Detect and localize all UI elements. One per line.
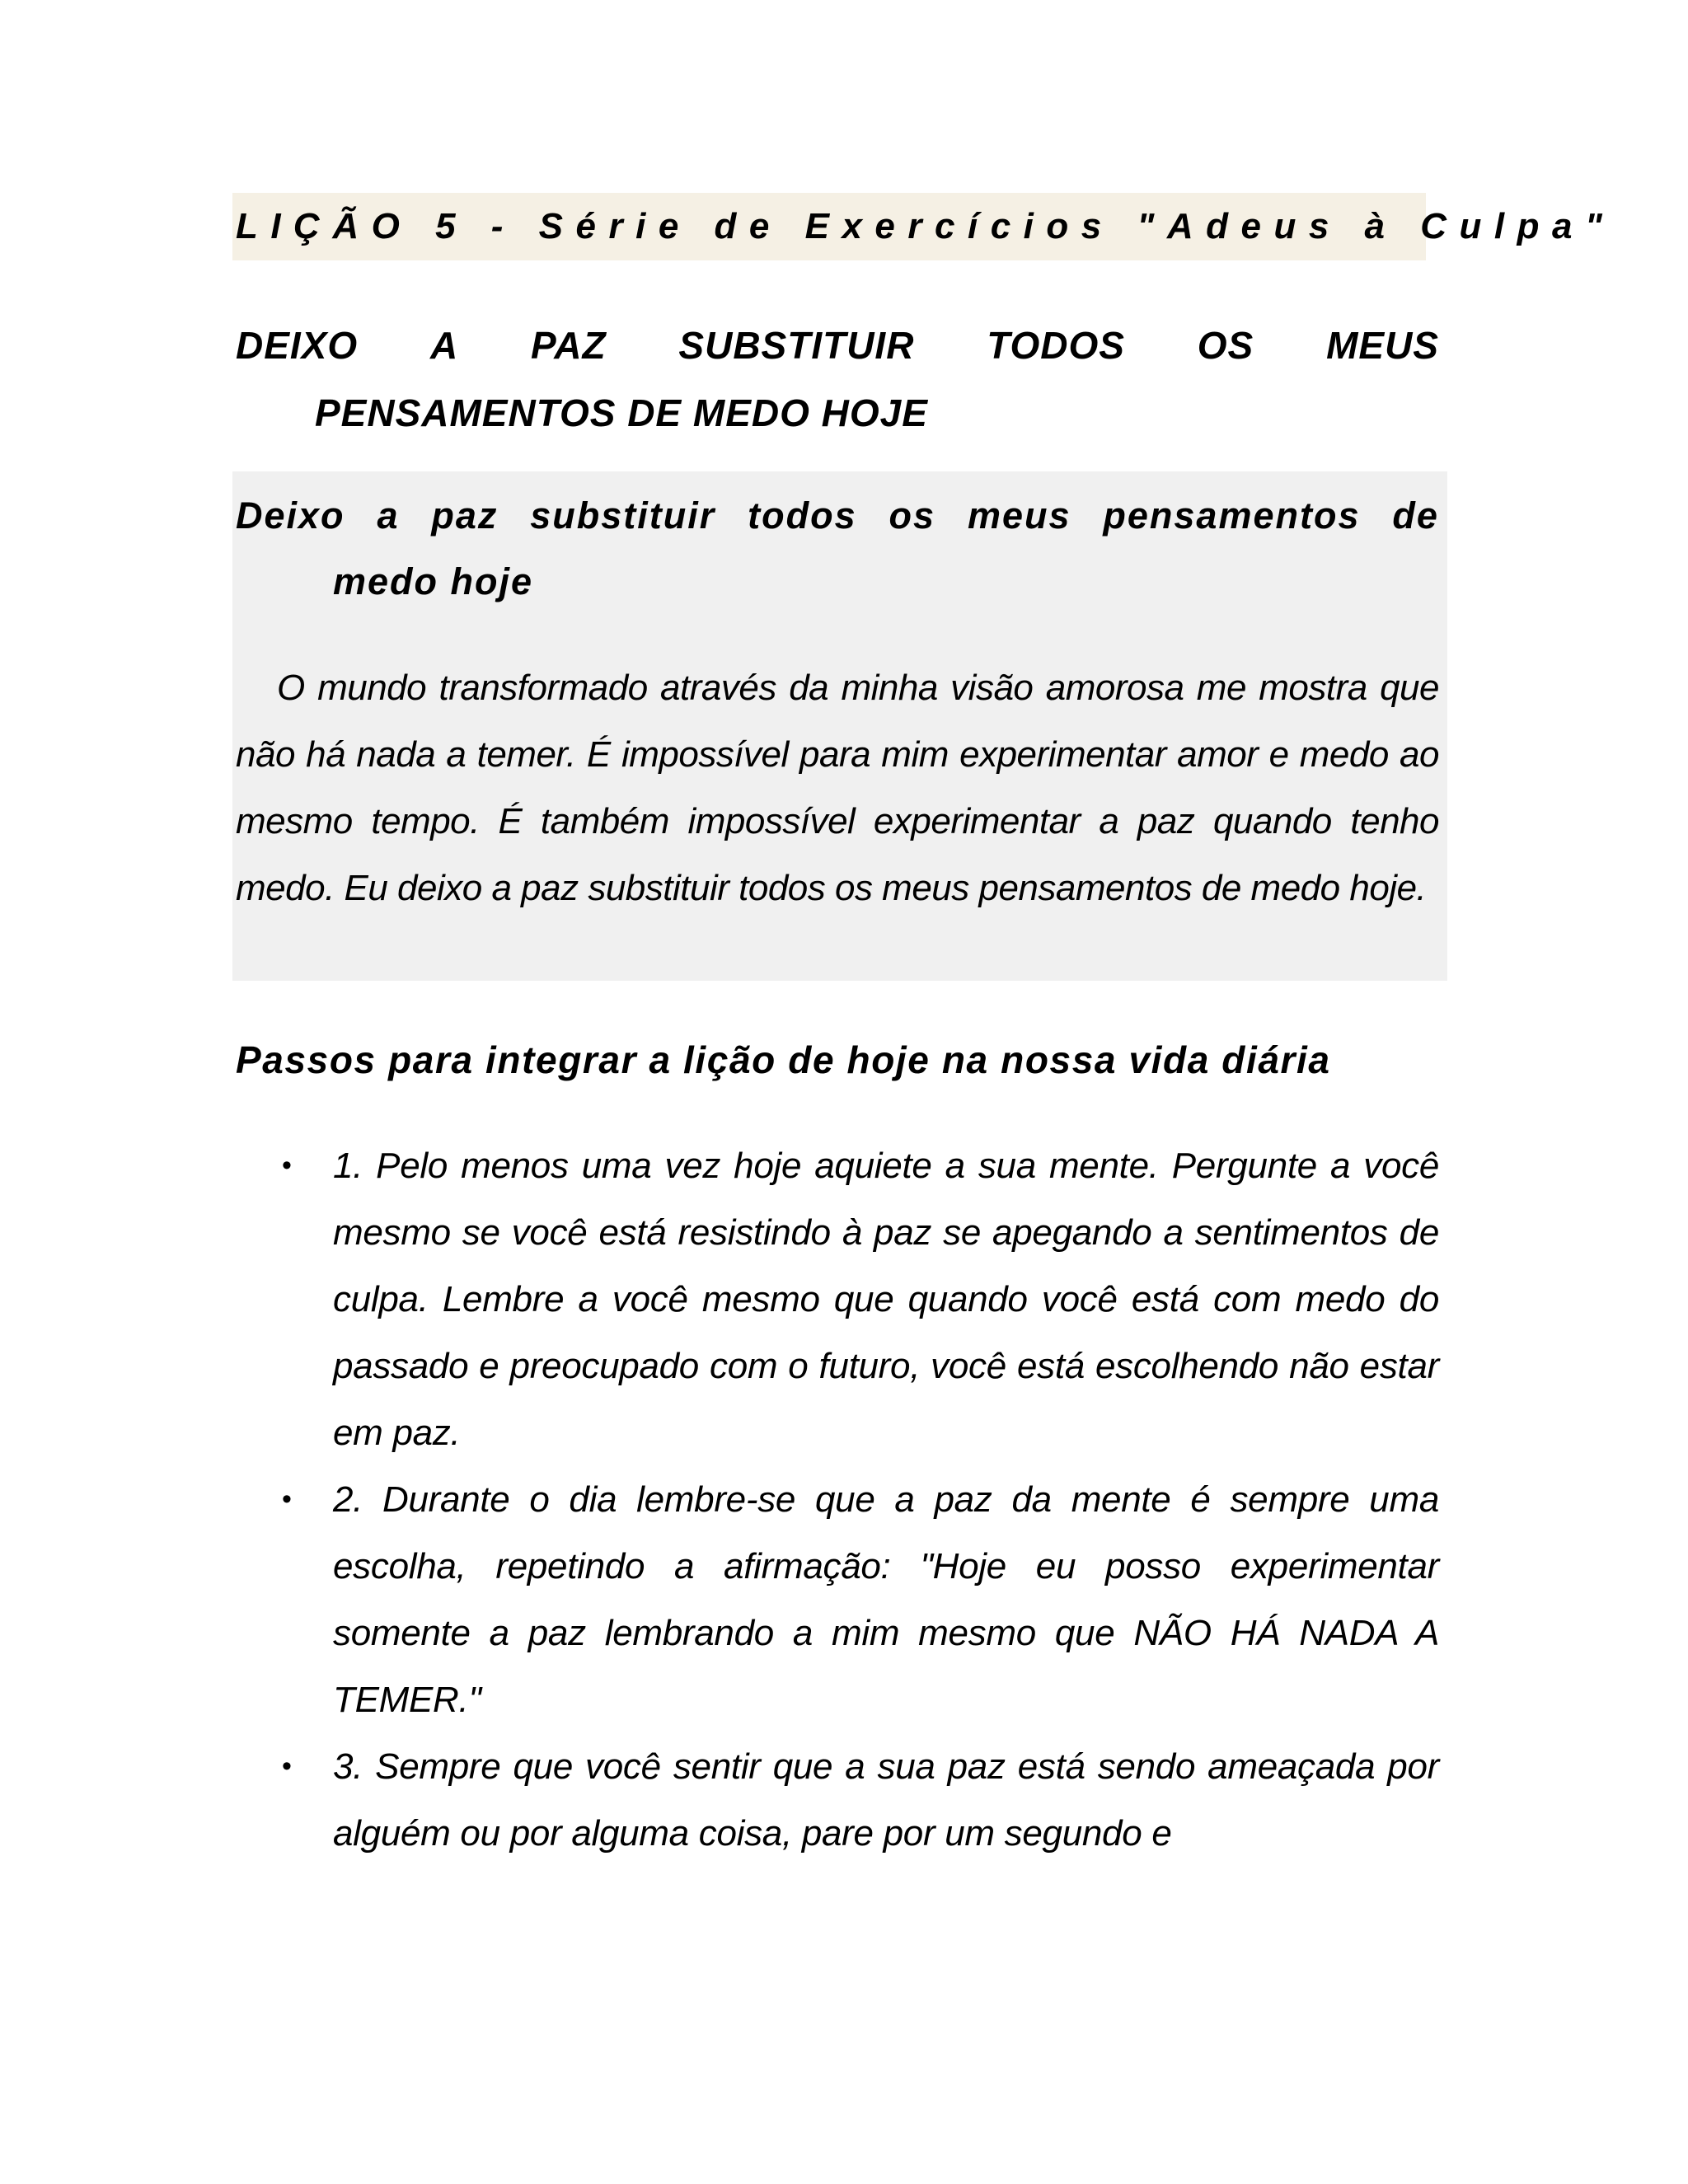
main-heading-word: MEUS — [1326, 324, 1439, 367]
list-item — [282, 1132, 1439, 1466]
quote-box — [232, 471, 1447, 981]
quote-heading-word: paz — [431, 494, 499, 537]
quote-heading-word: Deixo — [236, 494, 345, 537]
quote-heading-word: a — [377, 494, 400, 537]
main-heading-word: SUBSTITUIR — [678, 324, 915, 367]
bullet-icon: • — [282, 1150, 292, 1181]
main-heading-word: PAZ — [531, 324, 607, 367]
bullet-icon: • — [282, 1750, 292, 1782]
main-heading-word: DEIXO — [236, 324, 359, 367]
list-item-text: 2. Durante o dia lembre-se que a paz da mente é sempre uma escolha, repetindo a afirmação: "Hoje eu posso experimentar somente a paz lembrando a mim mesmo que NÃO HÁ NADA A TEMER." — [333, 1479, 1439, 1720]
list-item — [282, 1466, 1439, 1733]
quote-paragraph: O mundo transformado através da minha visão amorosa me mostra que não há nada a temer. É impossível para mim experimentar amor e medo ao mesmo tempo. É também impossível experimentar a paz quando tenho medo. Eu deixo a paz substituir todos os meus pensamentos de medo hoje. — [236, 668, 1439, 908]
quote-heading-word: todos — [748, 494, 857, 537]
quote-heading-line2: medo hoje — [333, 560, 534, 602]
main-heading-word: TODOS — [987, 324, 1125, 367]
lesson-title: LIÇÃO 5 - Série de Exercícios "Adeus à Culpa" — [232, 193, 1426, 260]
bullet-icon: • — [282, 1483, 292, 1515]
quote-heading-word: meus — [967, 494, 1071, 537]
main-heading-line2: PENSAMENTOS DE MEDO HOJE — [315, 391, 928, 434]
quote-heading-word: os — [889, 494, 936, 537]
main-heading-word: OS — [1197, 324, 1254, 367]
quote-heading — [236, 483, 1439, 615]
list-item — [282, 1733, 1439, 1867]
quote-heading-word: pensamentos — [1103, 494, 1361, 537]
list-item-text: 3. Sempre que você sentir que a sua paz está sendo ameaçada por alguém ou por alguma coisa, pare por um segundo e — [333, 1746, 1439, 1854]
quote-heading-line1 — [236, 483, 1439, 549]
steps-list — [282, 1132, 1439, 1867]
main-heading — [236, 312, 1439, 447]
main-heading-word: A — [429, 324, 459, 367]
main-heading-line1 — [236, 312, 1439, 379]
steps-heading: Passos para integrar a lição de hoje na nossa vida diária — [236, 1038, 1331, 1081]
quote-heading-word: substituir — [530, 494, 716, 537]
list-item-text: 1. Pelo menos uma vez hoje aquiete a sua mente. Pergunte a você mesmo se você está resistindo à paz se apegando a sentimentos de culpa. Lembre a você mesmo que quando você está com medo do passado e preocupado com o futuro, você está escolhendo não estar em paz. — [333, 1146, 1439, 1453]
quote-heading-word: de — [1392, 494, 1439, 537]
